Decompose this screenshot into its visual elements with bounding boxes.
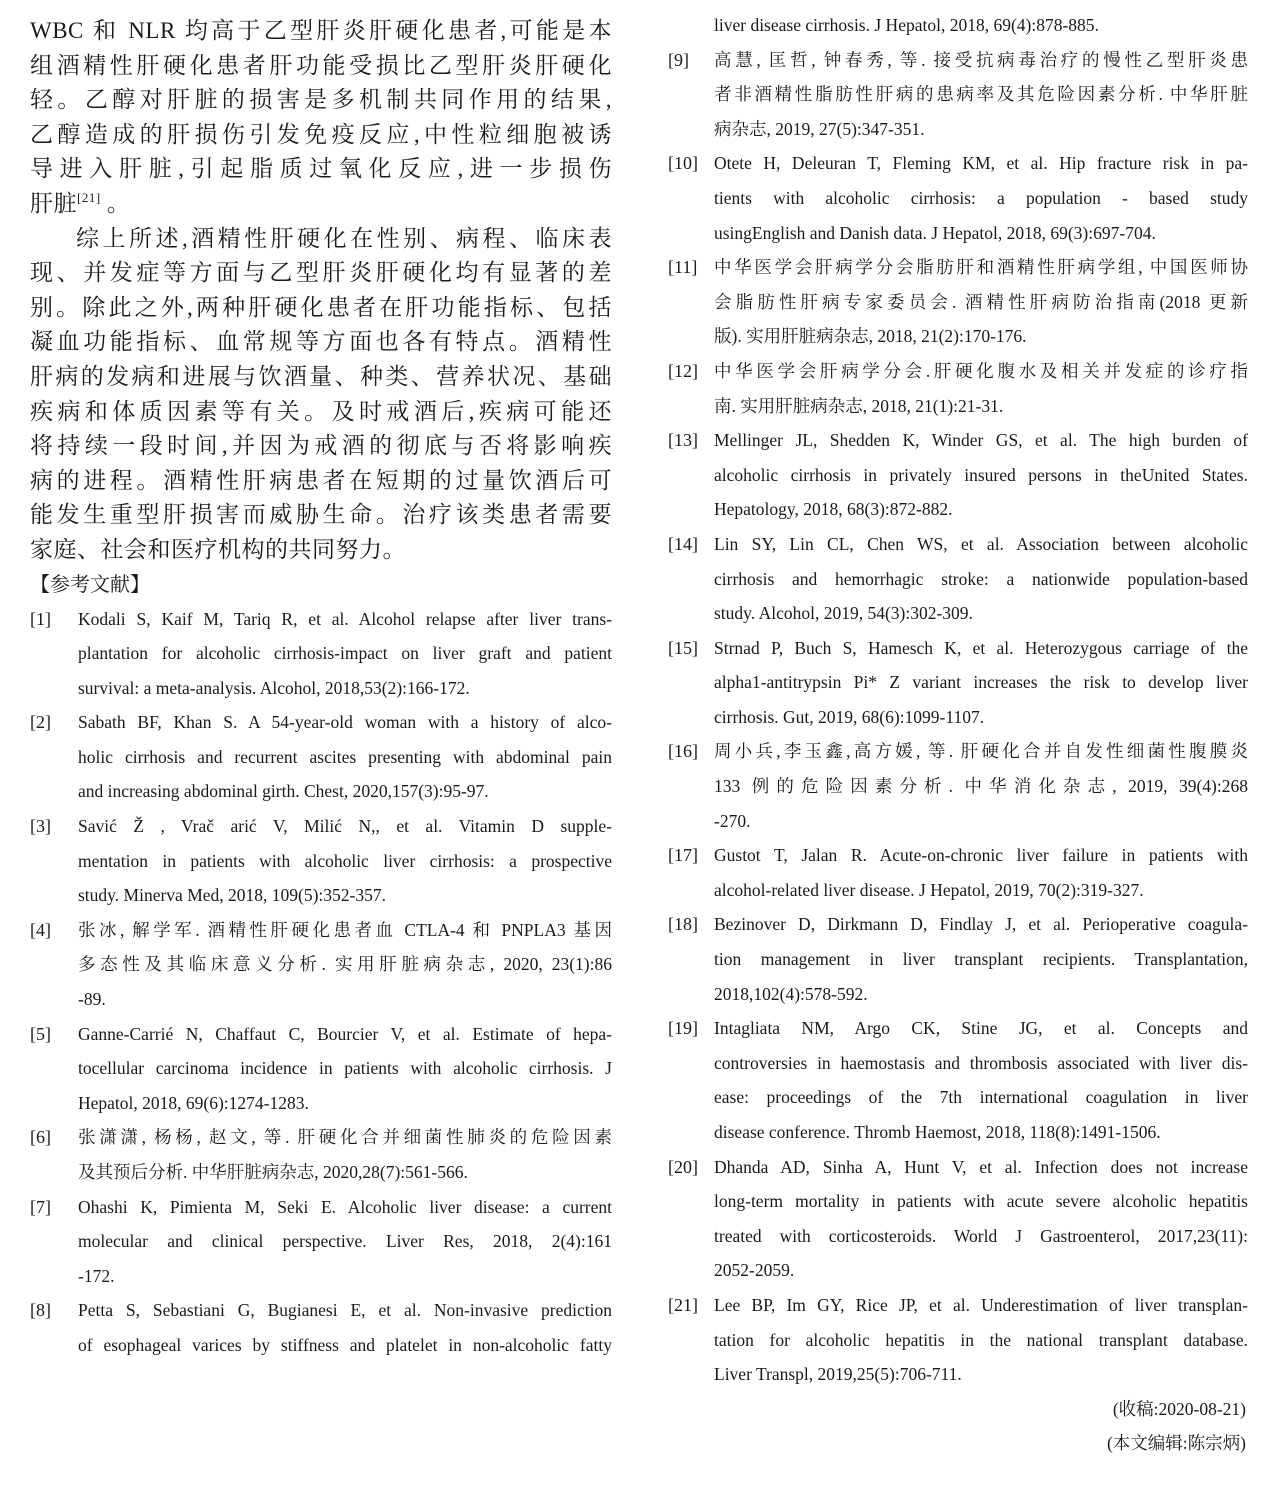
reference-item [30, 602, 612, 706]
reference-item [668, 43, 1248, 147]
reference-text-line: holic cirrhosis and recurrent ascites presenting with abdominal pain [78, 746, 612, 767]
body-text: 肝脏 [30, 190, 77, 216]
reference-text-line: 张潇潇, 杨杨, 赵文, 等. 肝硬化合并细菌性肺炎的危险因素 [78, 1127, 612, 1148]
reference-text-line: ease: proceedings of the 7th international coagulation in liver [714, 1087, 1248, 1108]
paragraph-conclusion [30, 222, 612, 568]
reference-number: [2] [30, 712, 51, 733]
reference-text-line: disease conference. Thromb Haemost, 2018, 118(8):1491-1506. [714, 1122, 1161, 1142]
reference-item [30, 913, 612, 1017]
reference-text-line: 病杂志, 2019, 27(5):347-351. [714, 118, 925, 139]
reference-number: [6] [30, 1127, 51, 1148]
left-column [30, 0, 612, 1363]
body-text-line: 导进入肝脏,引起脂质过氧化反应,进一步损伤 [30, 156, 612, 182]
reference-text-line: Liver Transpl, 2019,25(5):706-711. [714, 1364, 962, 1385]
body-text-line: 现、并发症等方面与乙型肝炎肝硬化均有显著的差 [30, 260, 612, 286]
reference-number: [21] [668, 1294, 698, 1315]
reference-number: [20] [668, 1156, 698, 1177]
body-text-line [30, 187, 612, 222]
reference-item [668, 527, 1248, 631]
reference-8-continued: liver disease cirrhosis. J Hepatol, 2018, 69(4):878-885. [714, 15, 1099, 35]
reference-number: [10] [668, 153, 698, 174]
reference-number: [19] [668, 1018, 698, 1039]
reference-item [30, 1017, 612, 1121]
reference-number: [11] [668, 257, 698, 278]
body-text-line: WBC 和 NLR 均高于乙型肝炎肝硬化患者,可能是本 [30, 18, 612, 43]
body-text-line: 组酒精性肝硬化患者肝功能受损比乙型肝炎肝硬化 [30, 52, 612, 78]
body-text-line: 肝病的发病和进展与饮酒量、种类、营养状况、基础 [30, 363, 612, 389]
reference-text-line: 133 例的危险因素分析. 中华消化杂志, 2019, 39(4):268 [714, 776, 1248, 797]
reference-number: [17] [668, 845, 698, 866]
reference-text-line: treated with corticosteroids. World J Gastroenterol, 2017,23(11): [714, 1225, 1248, 1246]
reference-text-line: alcoholic cirrhosis in privately insured persons in theUnited States. [714, 464, 1248, 485]
reference-text-line: Strnad P, Buch S, Hamesch K, et al. Heterozygous carriage of the [714, 637, 1248, 658]
reference-number: [8] [30, 1300, 51, 1321]
reference-number: [15] [668, 637, 698, 658]
reference-text-line: Intagliata NM, Argo CK, Stine JG, et al. Concepts and [714, 1018, 1248, 1039]
reference-text-line: molecular and clinical perspective. Liver Res, 2018, 2(4):161 [78, 1231, 612, 1252]
reference-text-line: cirrhosis and hemorrhagic stroke: a nationwide population-based [714, 568, 1248, 589]
reference-text-line: Mellinger JL, Shedden K, Winder GS, et al. The high burden of [714, 430, 1248, 451]
reference-text-line: tation for alcoholic hepatitis in the national transplant database. [714, 1329, 1248, 1350]
reference-text-line: tients with alcoholic cirrhosis: a population - based study [714, 187, 1248, 208]
reference-number: [13] [668, 430, 698, 451]
reference-text-line: of esophageal varices by stiffness and platelet in non-alcoholic fatty [78, 1334, 612, 1355]
reference-text-line: 周小兵,李玉鑫,高方媛, 等. 肝硬化合并自发性细菌性腹膜炎 [714, 741, 1248, 762]
reference-text-line: 者非酒精性脂肪性肝病的患病率及其危险因素分析. 中华肝脏 [714, 84, 1248, 105]
reference-text-line: survival: a meta-analysis. Alcohol, 2018,53(2):166-172. [78, 677, 470, 698]
body-text-line: 凝血功能指标、血常规等方面也各有特点。酒精性 [30, 329, 612, 355]
body-text: 。 [100, 190, 131, 216]
reference-text-line: 张冰, 解学军. 酒精性肝硬化患者血 CTLA-4 和 PNPLA3 基因 [78, 919, 612, 940]
reference-text-line: tocellular carcinoma incidence in patients with alcoholic cirrhosis. J [78, 1058, 612, 1079]
body-text-line: 家庭、社会和医疗机构的共同努力。 [30, 536, 406, 562]
reference-text-line: Lin SY, Lin CL, Chen WS, et al. Association between alcoholic [714, 533, 1248, 554]
reference-list-right [668, 43, 1248, 1392]
reference-text-line: study. Alcohol, 2019, 54(3):302-309. [714, 603, 973, 624]
reference-text-line: Ganne-Carrié N, Chaffaut C, Bourcier V, et al. Estimate of hepa- [78, 1023, 612, 1044]
reference-item [668, 250, 1248, 354]
body-text-line: 别。除此之外,两种肝硬化患者在肝功能指标、包括 [30, 294, 612, 320]
reference-item [30, 1190, 612, 1294]
reference-text-line: tion management in liver transplant recipients. Transplantation, [714, 949, 1248, 970]
reference-text-line: long-term mortality in patients with acute severe alcoholic hepatitis [714, 1191, 1248, 1212]
reference-text-line: 南. 实用肝脏病杂志, 2018, 21(1):21-31. [714, 395, 1004, 416]
reference-text-line: 版). 实用肝脏病杂志, 2018, 21(2):170-176. [714, 326, 1027, 347]
reference-text-line: alpha1-antitrypsin Pi* Z variant increases the risk to develop liver [714, 672, 1248, 693]
reference-number: [3] [30, 816, 51, 837]
reference-text-line: Hepatology, 2018, 68(3):872-882. [714, 499, 953, 520]
reference-text-line: Lee BP, Im GY, Rice JP, et al. Underestimation of liver transplan- [714, 1294, 1248, 1315]
reference-text-line: -270. [714, 810, 751, 831]
body-text-line: 病的进程。酒精性肝病患者在短期的过量饮酒后可 [30, 467, 612, 493]
reference-item [668, 1011, 1248, 1149]
reference-text-line: Dhanda AD, Sinha A, Hunt V, et al. Infection does not increase [714, 1156, 1248, 1177]
reference-list-left [30, 602, 612, 1363]
reference-text-line: Otete H, Deleuran T, Fleming KM, et al. Hip fracture risk in pa- [714, 153, 1248, 174]
body-text-line: 疾病和体质因素等有关。及时戒酒后,疾病可能还 [30, 398, 612, 424]
reference-item [668, 354, 1248, 423]
reference-text-line: 中华医学会肝病学分会.肝硬化腹水及相关并发症的诊疗指 [714, 360, 1248, 381]
reference-text-line: mentation in patients with alcoholic liver cirrhosis: a prospective [78, 850, 612, 871]
citation-marker: [21] [77, 189, 101, 205]
reference-text-line: usingEnglish and Danish data. J Hepatol, 2018, 69(3):697-704. [714, 222, 1156, 243]
reference-item [668, 1150, 1248, 1288]
reference-text-line: Savić Ž , Vrač arić V, Milić N,, et al. Vitamin D supple- [78, 816, 612, 837]
reference-item [668, 907, 1248, 1011]
reference-text-line: 及其预后分析. 中华肝脏病杂志, 2020,28(7):561-566. [78, 1162, 468, 1182]
reference-text-line: Hepatol, 2018, 69(6):1274-1283. [78, 1092, 309, 1113]
reference-number: [5] [30, 1023, 51, 1044]
reference-text-line: Petta S, Sebastiani G, Bugianesi E, et al. Non-invasive prediction [78, 1300, 612, 1321]
reference-item [30, 705, 612, 809]
body-text-line: 乙醇造成的肝损伤引发免疫反应,中性粒细胞被诱 [30, 121, 612, 147]
reference-item [30, 809, 612, 913]
reference-item [30, 1120, 612, 1189]
reference-number: [1] [30, 608, 51, 629]
reference-text-line: controversies in haemostasis and thrombosis associated with liver dis- [714, 1052, 1248, 1073]
references-heading: 【参考文献】 [30, 573, 150, 596]
editor-credit: (本文编辑:陈宗炳) [1106, 1433, 1246, 1454]
paragraph-discussion-end [30, 0, 612, 222]
reference-text-line: Sabath BF, Khan S. A 54-year-old woman with a history of alco- [78, 712, 612, 733]
reference-text-line: 中华医学会肝病学分会脂肪肝和酒精性肝病学组, 中国医师协 [714, 257, 1248, 278]
reference-item [30, 1293, 612, 1362]
reference-number: [4] [30, 919, 51, 940]
reference-number: [12] [668, 360, 698, 381]
reference-text-line: 多态性及其临床意义分析. 实用肝脏病杂志, 2020, 23(1):86 [78, 954, 612, 975]
reference-text-line: 会脂肪性肝病专家委员会. 酒精性肝病防治指南(2018 更新 [714, 291, 1248, 312]
reference-text-line: 高慧, 匡哲, 钟春秀, 等. 接受抗病毒治疗的慢性乙型肝炎患 [714, 49, 1248, 70]
reference-text-line: study. Minerva Med, 2018, 109(5):352-357. [78, 885, 386, 906]
reference-item [668, 838, 1248, 907]
right-column [668, 0, 1248, 1461]
reference-text-line: plantation for alcoholic cirrhosis-impact on liver graft and patient [78, 643, 612, 664]
reference-number: [18] [668, 914, 698, 935]
reference-text-line: Kodali S, Kaif M, Tariq R, et al. Alcohol relapse after liver trans- [78, 608, 612, 629]
reference-item [668, 1288, 1248, 1392]
reference-text-line: -89. [78, 989, 106, 1010]
reference-text-line: Bezinover D, Dirkmann D, Findlay J, et al. Perioperative coagula- [714, 914, 1248, 935]
reference-item [668, 146, 1248, 250]
reference-number: [9] [668, 49, 689, 70]
reference-text-line: Ohashi K, Pimienta M, Seki E. Alcoholic liver disease: a current [78, 1196, 612, 1217]
reference-number: [16] [668, 741, 698, 762]
reference-item [668, 631, 1248, 735]
body-text-line: 能发生重型肝损害而威胁生命。治疗该类患者需要 [30, 502, 612, 528]
reference-text-line: and increasing abdominal girth. Chest, 2020,157(3):95-97. [78, 781, 489, 802]
reference-text-line: alcohol-related liver disease. J Hepatol, 2019, 70(2):319-327. [714, 879, 1144, 900]
reference-item [668, 734, 1248, 838]
received-date: (收稿:2020-08-21) [1112, 1398, 1246, 1419]
reference-number: [7] [30, 1196, 51, 1217]
body-text-line: 轻。乙醇对肝脏的损害是多机制共同作用的结果, [30, 87, 612, 113]
reference-text-line: Gustot T, Jalan R. Acute-on-chronic liver failure in patients with [714, 845, 1248, 866]
reference-text-line: 2018,102(4):578-592. [714, 983, 868, 1004]
reference-number: [14] [668, 533, 698, 554]
reference-text-line: 2052-2059. [714, 1260, 795, 1281]
body-text-line: 将持续一段时间,并因为戒酒的彻底与否将影响疾 [30, 433, 612, 459]
reference-text-line: cirrhosis. Gut, 2019, 68(6):1099-1107. [714, 706, 985, 727]
reference-text-line: -172. [78, 1265, 115, 1286]
reference-item [668, 423, 1248, 527]
body-text-line: 综上所述,酒精性肝硬化在性别、病程、临床表 [76, 225, 612, 251]
